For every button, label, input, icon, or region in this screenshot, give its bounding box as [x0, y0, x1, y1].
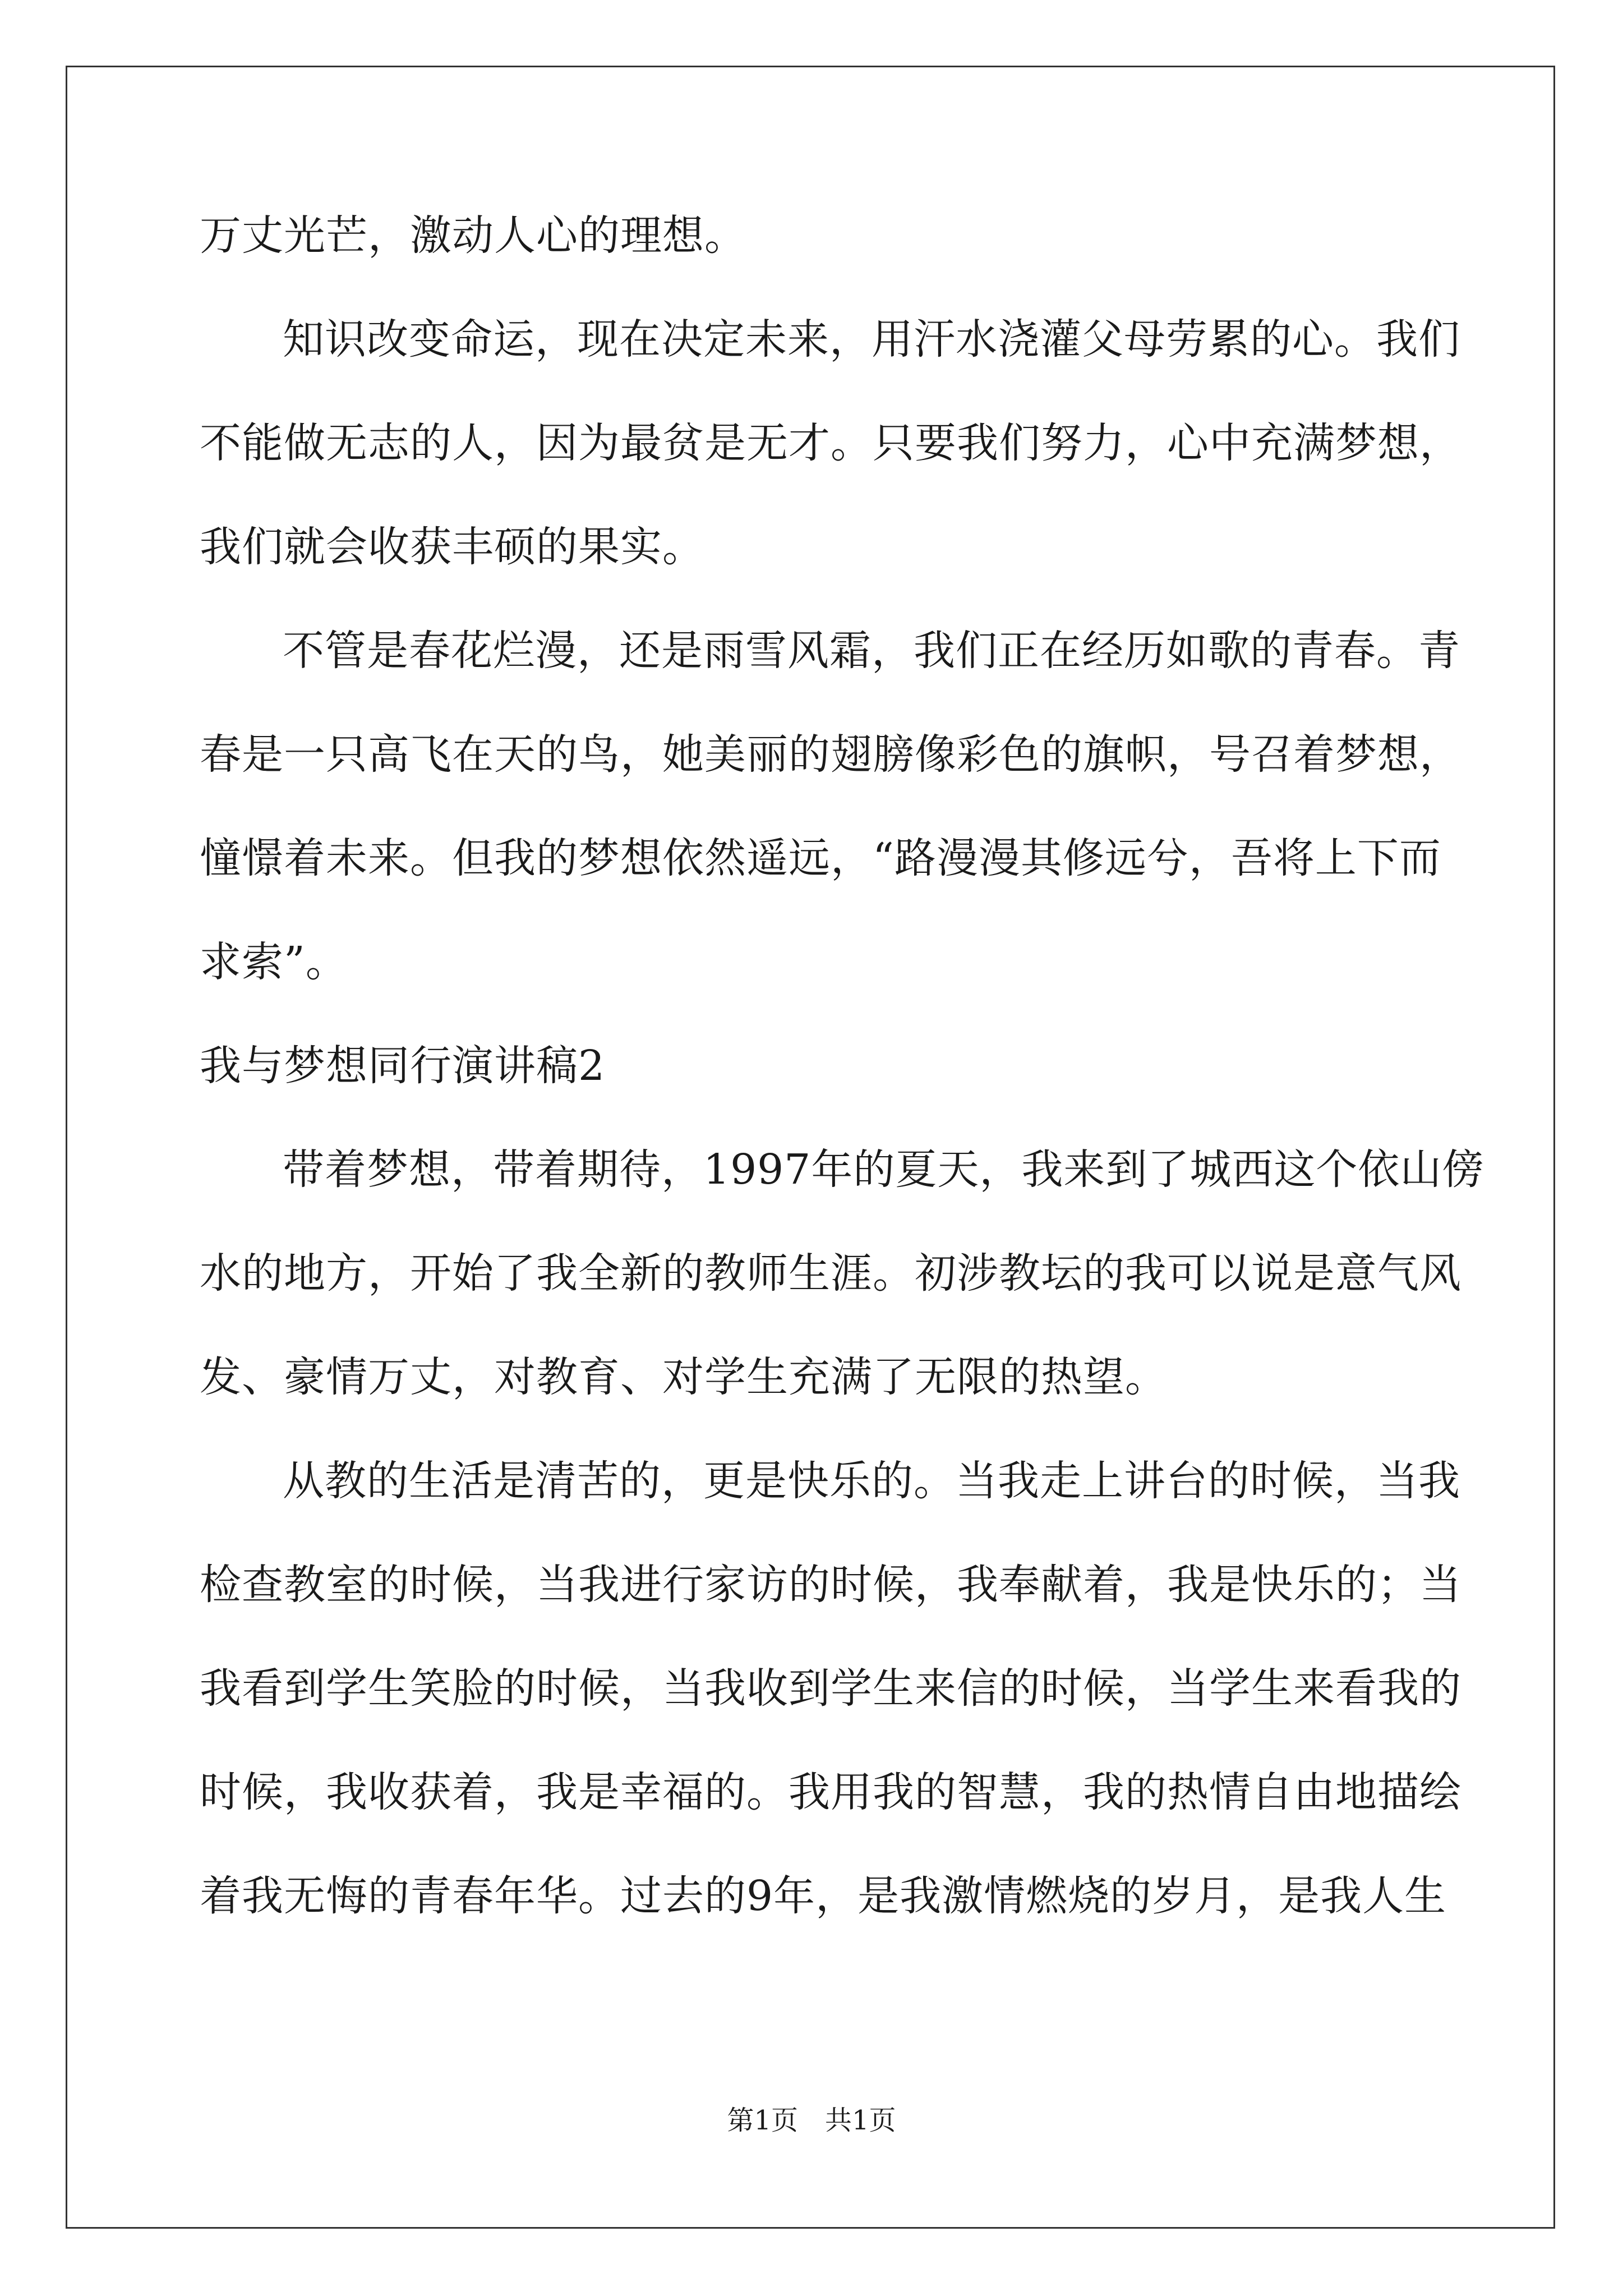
text-line: 万丈光芒，激动人心的理想。	[200, 211, 746, 260]
paragraph-line: 知识改变命运，现在决定未来，用汗水浇灌父母劳累的心。我们	[283, 315, 1460, 364]
paragraph-line: 从教的生活是清苦的，更是快乐的。当我走上讲台的时候，当我	[283, 1457, 1460, 1505]
text-line: 春是一只高飞在天的鸟，她美丽的翅膀像彩色的旗帜，号召着梦想，	[200, 730, 1461, 779]
page-number-footer: 第1页 共1页	[727, 2105, 896, 2136]
text-line: 水的地方，开始了我全新的教师生涯。初涉教坛的我可以说是意气风	[200, 1249, 1461, 1297]
text-line: 我们就会收获丰硕的果实。	[200, 523, 704, 571]
paragraph-line: 带着梦想，带着期待，1997年的夏天，我来到了城西这个依山傍	[283, 1145, 1484, 1194]
text-line: 不能做无志的人，因为最贫是无才。只要我们努力，心中充满梦想，	[200, 419, 1461, 467]
text-line: 时候，我收获着，我是幸福的。我用我的智慧，我的热情自由地描绘	[200, 1768, 1461, 1816]
text-line: 我看到学生笑脸的时候，当我收到学生来信的时候，当学生来看我的	[200, 1664, 1461, 1713]
section-heading: 我与梦想同行演讲稿2	[200, 1042, 606, 1090]
text-line: 着我无悔的青春年华。过去的9年，是我激情燃烧的岁月，是我人生	[200, 1872, 1447, 1920]
text-line: 求索”。	[200, 938, 348, 986]
text-line: 憧憬着未来。但我的梦想依然遥远，“路漫漫其修远兮，吾将上下而	[200, 834, 1441, 882]
paragraph-line: 不管是春花烂漫，还是雨雪风霜，我们正在经历如歌的青春。青	[283, 627, 1460, 675]
text-line: 发、豪情万丈，对教育、对学生充满了无限的热望。	[200, 1353, 1167, 1401]
text-line: 检查教室的时候，当我进行家访的时候，我奉献着，我是快乐的；当	[200, 1561, 1461, 1609]
